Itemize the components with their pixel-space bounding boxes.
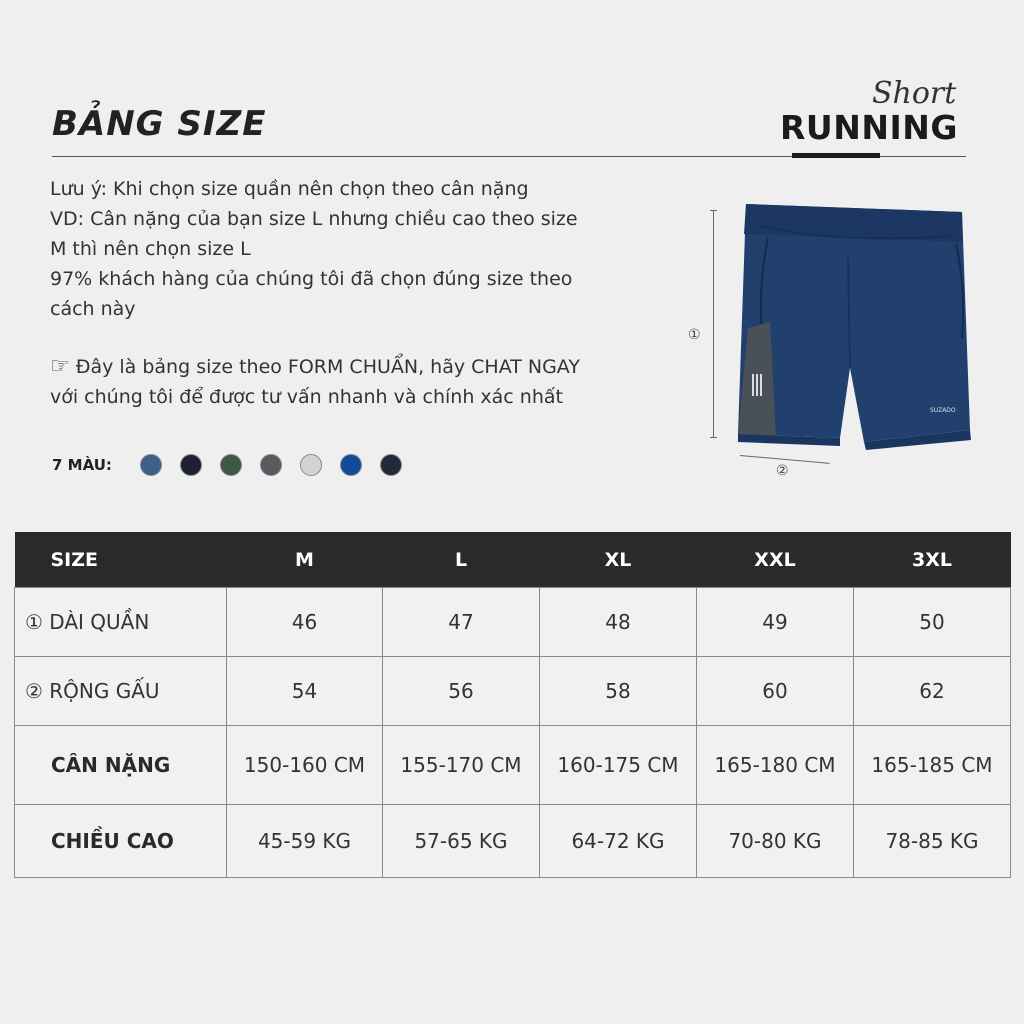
column-header: M <box>227 532 383 588</box>
table-cell: 49 <box>697 588 854 657</box>
length-dimension-label: ① <box>688 327 701 343</box>
color-swatch[interactable] <box>300 454 322 476</box>
shorts-image <box>730 198 976 450</box>
size-notes <box>50 174 590 324</box>
chat-note-text: Đây là bảng size theo FORM CHUẨN, hãy CHAT NGAY với chúng tôi để được tư vấn nhanh và chính xác nhất <box>50 356 580 408</box>
table-cell: 54 <box>227 657 383 726</box>
chat-note <box>50 352 590 412</box>
table-cell: 56 <box>383 657 540 726</box>
length-dimension-line <box>713 210 714 438</box>
table-cell: 48 <box>540 588 697 657</box>
table-cell: 70-80 KG <box>697 805 854 878</box>
note-line: VD: Cân nặng của bạn size L nhưng chiều cao theo size M thì nên chọn size L <box>50 208 578 260</box>
table-cell: 165-185 CM <box>854 726 1011 805</box>
column-header: L <box>383 532 540 588</box>
brand-script: Short <box>872 76 957 111</box>
table-cell: 60 <box>697 657 854 726</box>
table-cell: 46 <box>227 588 383 657</box>
table-row <box>15 588 1011 657</box>
page-title: BẢNG SIZE <box>52 104 267 144</box>
table-cell: 62 <box>854 657 1011 726</box>
table-cell: 50 <box>854 588 1011 657</box>
color-swatch[interactable] <box>340 454 362 476</box>
color-swatch[interactable] <box>220 454 242 476</box>
brand-logo: RUNNING <box>780 108 958 147</box>
color-options <box>52 454 420 476</box>
column-header: 3XL <box>854 532 1011 588</box>
table-cell: 64-72 KG <box>540 805 697 878</box>
table-cell: 150-160 CM <box>227 726 383 805</box>
pointing-hand-icon: ☞ <box>50 354 70 379</box>
column-header: XXL <box>697 532 854 588</box>
color-swatch[interactable] <box>260 454 282 476</box>
color-count-label: 7 MÀU: <box>52 456 112 474</box>
table-cell: 160-175 CM <box>540 726 697 805</box>
row-label: ② RỘNG GẤU <box>15 657 227 726</box>
row-label: CHIỀU CAO <box>15 805 227 878</box>
size-table <box>14 532 1011 878</box>
table-cell: 47 <box>383 588 540 657</box>
header-divider-accent <box>792 153 880 158</box>
table-cell: 58 <box>540 657 697 726</box>
column-header: XL <box>540 532 697 588</box>
brand-tag: SUZADO <box>930 407 956 414</box>
column-header: SIZE <box>15 532 227 588</box>
note-line: Lưu ý: Khi chọn size quần nên chọn theo cân nặng <box>50 178 529 200</box>
color-swatch[interactable] <box>180 454 202 476</box>
color-swatch[interactable] <box>380 454 402 476</box>
note-line: 97% khách hàng của chúng tôi đã chọn đúng size theo cách này <box>50 268 573 320</box>
table-cell: 165-180 CM <box>697 726 854 805</box>
row-label: ① DÀI QUẦN <box>15 588 227 657</box>
table-row <box>15 726 1011 805</box>
table-row <box>15 805 1011 878</box>
table-cell: 78-85 KG <box>854 805 1011 878</box>
hem-dimension-label: ② <box>776 463 789 479</box>
table-cell: 155-170 CM <box>383 726 540 805</box>
table-cell: 45-59 KG <box>227 805 383 878</box>
table-header-row <box>15 532 1011 588</box>
row-label: CÂN NẶNG <box>15 726 227 805</box>
table-cell: 57-65 KG <box>383 805 540 878</box>
table-row <box>15 657 1011 726</box>
color-swatch[interactable] <box>140 454 162 476</box>
